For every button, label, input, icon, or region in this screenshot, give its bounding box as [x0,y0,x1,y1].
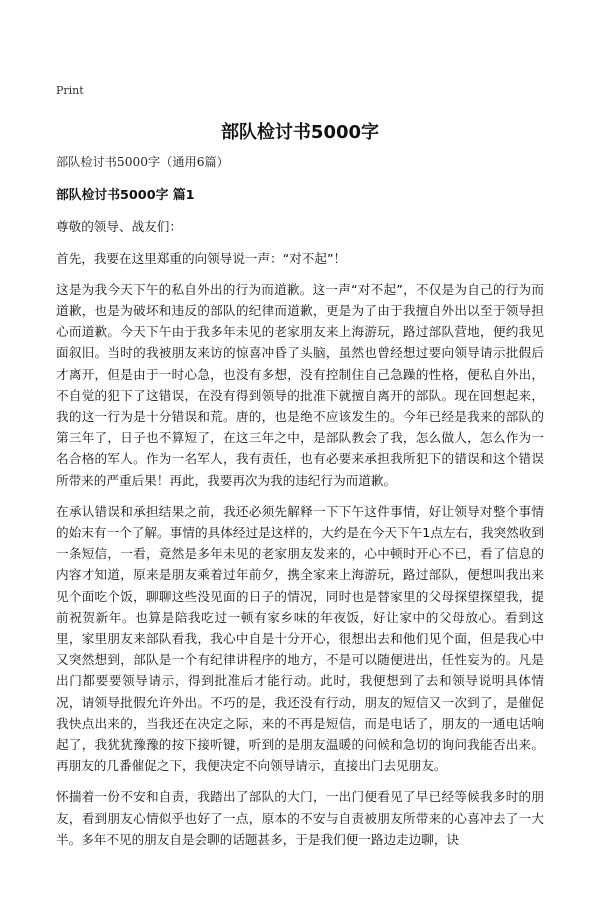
document-content [56,152,544,860]
paragraph-4: 怀揣着一份不安和自责，我踏出了部队的大门，一出门便看见了早已经等候我多时的朋友，看到朋友心情似乎也好了一点，原本的不安与自责被朋友所带来的心喜冲去了一大半。多年不见的朋友自是会聊的话题甚多，于是我们便一路边走边聊，诀 [56,789,544,847]
print-label[interactable]: Print [56,84,84,97]
paragraph-2: 这是为我今天下午的私自外出的行为而道歉。这一声“对不起”，不仅是为自己的行为而道歉，也是为破坏和违反的部队的纪律而道歉，更是为了由于我擅自外出以至于领导担心而道歉。今天下午由于我多年未见的老家朋友来上海游玩，路过部队营地，便约我见面叙旧。当时的我被朋友来访的惊喜冲昏了头脑，虽然也曾经想过要向领导请示批假后才离开，但是由于一时心急，也没有多想，没有控制住自己急躁的性格，便私自外出，不自觉的犯下了这错误，在没有得到领导的批准下就擅自离开的部队。现在回想起来，我的这一行为是十分错误和荒。唐的，也是绝不应该发生的。今年已经是我来的部队的第三年了，日子也不算短了，在这三年之中，是部队教会了我，怎么做人，怎么作为一名合格的军人。作为一名军人，我有责任，也有必要来承担我所犯下的错误和这个错误所带来的严重后果！再此，我要再次为我的违纪行为而道歉。 [56,281,544,488]
paragraph-1: 首先，我要在这里郑重的向领导说一声：“对不起”！ [56,250,347,266]
greeting-paragraph: 尊敬的领导、战友们： [56,219,182,235]
paragraph-3: 在承认错误和承担结果之前，我还必须先解释一下下午这件事情，好让领导对整个事情的始末有一个了解。事情的具体经过是这样的，大约是在今天下午1点左右，我突然收到一条短信，一看，竟然是多年未见的老家朋友发来的，心中顿时开心不已，看了信息的内容才知道，原来是朋友乘着过年前夕，携全家来上海游玩，路过部队，便想叫我出来见个面吃个饭，聊聊这些没见面的日子的情况，同时也是替家里的父母探望探望我，提前祝贺新年。也算是陪我吃过一顿有家乡味的年夜饭，好让家中的父母放心。看到这里，家里朋友来部队看我，我心中自是十分开心，很想出去和他们见个面，但是我心中又突然想到，部队是一个有纪律讲程序的地方，不是可以随便进出，任性妄为的。凡是出门都要要领导请示，得到批准后才能行动。此时，我便想到了去和领导说明具体情况，请领导批假允许外出。不巧的是，我还没有行动，朋友的短信又一次到了，是催促我快点出来的，当我还在决定之际，来的不再是短信，而是电话了，朋友的一通电话响起了，我犹犹豫豫的按下接听键，听到的是朋友温暖的问候和急切的询问我能否出来。再朋友的几番催促之下，我便决定不向领导请示，直接出门去见朋友。 [56,503,544,774]
document-title: 部队检讨书5000字 [220,122,380,143]
document-subtitle: 部队检讨书5000字（通用6篇） [56,155,229,169]
section-heading: 部队检讨书5000字 篇1 [56,188,195,204]
